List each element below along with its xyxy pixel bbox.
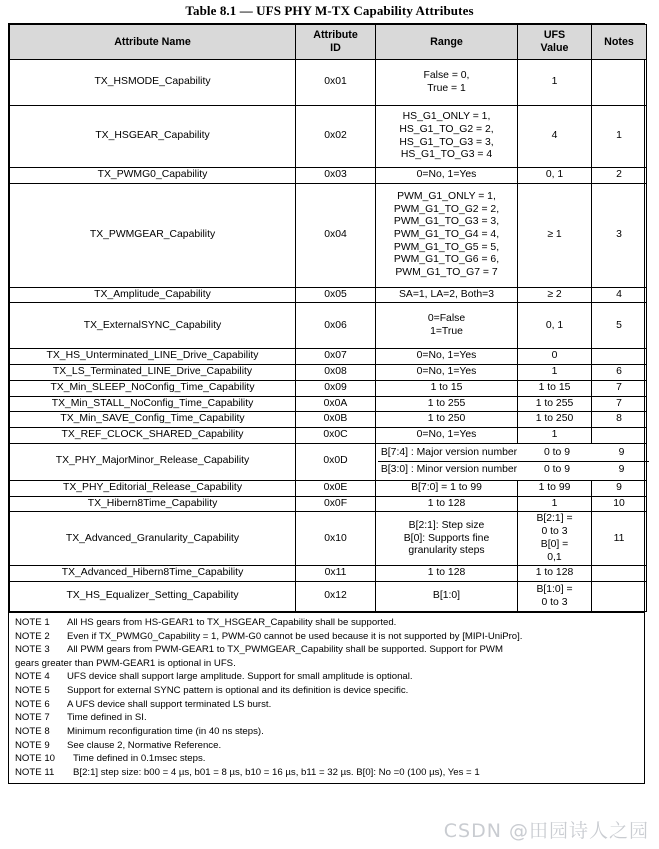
cell-attribute-name: TX_HS_Equalizer_Setting_Capability	[10, 582, 296, 612]
cell-range: 0=No, 1=Yes	[376, 365, 518, 381]
cell-attribute-name: TX_Advanced_Hibern8Time_Capability	[10, 566, 296, 582]
cell-attribute-id: 0x10	[296, 512, 376, 566]
column-header-attribute-id	[296, 25, 376, 60]
ufs-value-line2: Value	[540, 42, 569, 55]
note-label: NOTE 3	[15, 644, 50, 656]
split-subtable	[378, 445, 649, 479]
cell-attribute-id: 0x07	[296, 349, 376, 365]
cell-attribute-id: 0x0E	[296, 480, 376, 496]
cell-range: B[1:0]	[376, 582, 518, 612]
cell-ufs-value: 0 to 9	[544, 464, 570, 476]
cell-note: 11	[592, 512, 647, 566]
note-line	[15, 684, 640, 698]
table-row	[10, 412, 647, 428]
note-label: NOTE 11	[15, 766, 55, 778]
cell-ufs-value: 4	[518, 106, 592, 168]
cell-attribute-name: TX_PHY_MajorMinor_Release_Capability	[10, 443, 296, 480]
note-text: Minimum reconfiguration time (in 40 ns steps).	[67, 725, 264, 737]
cell-attribute-id: 0x0B	[296, 412, 376, 428]
cell-attribute-name: TX_ExternalSYNC_Capability	[10, 303, 296, 349]
cell-attribute-name: TX_Advanced_Granularity_Capability	[10, 512, 296, 566]
notes-block	[8, 613, 645, 784]
table-row	[10, 496, 647, 512]
cell-ufs-value: 0	[518, 349, 592, 365]
cell-attribute-name: TX_PWMG0_Capability	[10, 168, 296, 184]
cell-attribute-name: TX_Min_SLEEP_NoConfig_Time_Capability	[10, 380, 296, 396]
table-row	[10, 365, 647, 381]
cell-ufs-value: 1	[518, 427, 592, 443]
table-row	[10, 443, 647, 480]
cell-ufs-value: 0, 1	[518, 168, 592, 184]
note-label: NOTE 4	[15, 671, 50, 683]
note-line	[15, 725, 640, 739]
cell-attribute-id: 0x01	[296, 60, 376, 106]
cell-range: False = 0, True = 1	[376, 60, 518, 106]
cell-attribute-id: 0x08	[296, 365, 376, 381]
note-line	[15, 643, 640, 657]
note-text: UFS device shall support large amplitude. Support for small amplitude is optional.	[67, 671, 413, 683]
cell-attribute-name: TX_Hibern8Time_Capability	[10, 496, 296, 512]
cell-attribute-name: TX_Min_SAVE_Config_Time_Capability	[10, 412, 296, 428]
cell-range: 0=No, 1=Yes	[376, 427, 518, 443]
attribute-id-line1: Attribute	[313, 29, 358, 41]
cell-attribute-id: 0x11	[296, 566, 376, 582]
cell-note: 7	[592, 396, 647, 412]
cell-range: B[7:0] = 1 to 99	[376, 480, 518, 496]
cell-note: 4	[592, 287, 647, 303]
cell-attribute-name: TX_REF_CLOCK_SHARED_Capability	[10, 427, 296, 443]
cell-note: 7	[592, 380, 647, 396]
cell-ufs-value: 1 to 250	[518, 412, 592, 428]
cell-attribute-name: TX_LS_Terminated_LINE_Drive_Capability	[10, 365, 296, 381]
note-label: NOTE 7	[15, 712, 50, 724]
note-text: All HS gears from HS-GEAR1 to TX_HSGEAR_Capability shall be supported.	[67, 617, 397, 629]
cell-attribute-name: TX_Min_STALL_NoConfig_Time_Capability	[10, 396, 296, 412]
cell-attribute-id: 0x03	[296, 168, 376, 184]
cell-note	[592, 60, 647, 106]
split-subrow	[378, 462, 649, 479]
cell-range: HS_G1_ONLY = 1, HS_G1_TO_G2 = 2, HS_G1_TO_G3 = 3, HS_G1_TO_G3 = 4	[376, 106, 518, 168]
cell-range: 0=No, 1=Yes	[376, 168, 518, 184]
note-line	[15, 739, 640, 753]
table-row	[10, 566, 647, 582]
cell-attribute-id: 0x0C	[296, 427, 376, 443]
note-label: NOTE 2	[15, 630, 50, 642]
capability-table-wrapper	[8, 23, 645, 613]
cell-attribute-name: TX_PHY_Editorial_Release_Capability	[10, 480, 296, 496]
table-row	[10, 349, 647, 365]
cell-ufs-value: B[2:1] = 0 to 3 B[0] = 0,1	[518, 512, 592, 566]
cell-note: 6	[592, 365, 647, 381]
cell-note	[592, 582, 647, 612]
table-row	[10, 582, 647, 612]
table-row	[10, 427, 647, 443]
cell-range: 1 to 255	[376, 396, 518, 412]
table-header-row	[10, 25, 647, 60]
note-text: All PWM gears from PWM-GEAR1 to TX_PWMGEAR_Capability shall be supported. Support for PWM	[67, 644, 503, 656]
cell-ufs-value: 1 to 128	[518, 566, 592, 582]
note-text: Even if TX_PWMG0_Capability = 1, PWM-G0 cannot be used because it is not supported by [MIPI-UniPro].	[67, 630, 523, 642]
note-text: B[2:1] step size: b00 = 4 µs, b01 = 8 µs, b10 = 16 µs, b11 = 32 µs. B[0]: No =0 (100 µs), Yes = 1	[73, 766, 480, 778]
cell-range: 0=No, 1=Yes	[376, 349, 518, 365]
cell-ufs-value: 1 to 15	[518, 380, 592, 396]
cell-ufs-value: ≥ 2	[518, 287, 592, 303]
cell-note	[592, 427, 647, 443]
note-label: NOTE 9	[15, 739, 50, 751]
cell-ufs-value: 1 to 255	[518, 396, 592, 412]
note-text: A UFS device shall support terminated LS burst.	[67, 698, 272, 710]
cell-attribute-id: 0x04	[296, 183, 376, 287]
cell-split-group	[376, 443, 647, 480]
cell-range: 0=False 1=True	[376, 303, 518, 349]
split-subrow	[378, 445, 649, 462]
note-label: NOTE 5	[15, 685, 50, 697]
cell-note	[592, 349, 647, 365]
cell-note: 9	[618, 464, 625, 476]
table-row	[10, 396, 647, 412]
note-label: NOTE 6	[15, 698, 50, 710]
cell-note: 9	[592, 480, 647, 496]
column-header-ufs-value	[518, 25, 592, 60]
table-row	[10, 380, 647, 396]
page-title: Table 8.1 — UFS PHY M-TX Capability Attributes	[185, 3, 474, 18]
cell-attribute-name: TX_HSMODE_Capability	[10, 60, 296, 106]
note-line	[15, 752, 640, 766]
cell-note: 8	[592, 412, 647, 428]
cell-attribute-id: 0x06	[296, 303, 376, 349]
cell-attribute-name: TX_Amplitude_Capability	[10, 287, 296, 303]
note-text: Time defined in 0.1msec steps.	[73, 753, 206, 765]
table-row	[10, 303, 647, 349]
table-row	[10, 512, 647, 566]
column-header-range: Range	[376, 25, 518, 60]
cell-ufs-value: 0 to 9	[520, 445, 594, 462]
cell-range: 1 to 250	[376, 412, 518, 428]
note-line	[15, 711, 640, 725]
table-row	[10, 480, 647, 496]
cell-attribute-id: 0x12	[296, 582, 376, 612]
table-row	[10, 106, 647, 168]
note-label: NOTE 10	[15, 753, 55, 765]
cell-note: 10	[592, 496, 647, 512]
cell-ufs-value: ≥ 1	[518, 183, 592, 287]
cell-range: 1 to 128	[376, 566, 518, 582]
cell-attribute-id: 0x0A	[296, 396, 376, 412]
cell-attribute-id: 0x02	[296, 106, 376, 168]
cell-ufs-value: 1 to 99	[518, 480, 592, 496]
note-line	[15, 766, 640, 780]
ufs-value-line1: UFS	[543, 29, 566, 41]
cell-note: 9	[594, 445, 649, 462]
cell-range: B[7:4] : Major version number	[378, 445, 520, 462]
cell-note: 3	[592, 183, 647, 287]
table-row	[10, 183, 647, 287]
cell-attribute-id: 0x05	[296, 287, 376, 303]
note-label: NOTE 1	[15, 617, 50, 629]
note-text: Time defined in SI.	[67, 712, 147, 724]
column-header-notes: Notes	[592, 25, 647, 60]
note-label: NOTE 8	[15, 725, 50, 737]
cell-range: B[3:0] : Minor version number	[380, 464, 518, 476]
note-line	[15, 630, 640, 644]
watermark: CSDN @田园诗人之园	[443, 820, 649, 842]
note-text: See clause 2, Normative Reference.	[67, 739, 222, 751]
cell-attribute-name: TX_HS_Unterminated_LINE_Drive_Capability	[10, 349, 296, 365]
note-text: Support for external SYNC pattern is optional and its definition is device specific.	[67, 685, 409, 697]
capability-table	[9, 24, 647, 612]
table-row	[10, 168, 647, 184]
cell-note: 1	[592, 106, 647, 168]
cell-ufs-value: 1	[518, 60, 592, 106]
cell-note: 5	[592, 303, 647, 349]
column-header-attribute-name: Attribute Name	[10, 25, 296, 60]
cell-range: B[2:1]: Step size B[0]: Supports fine granularity steps	[376, 512, 518, 566]
note-line	[15, 670, 640, 684]
note-line	[15, 698, 640, 712]
cell-range: 1 to 15	[376, 380, 518, 396]
cell-range: 1 to 128	[376, 496, 518, 512]
attribute-id-line2: ID	[330, 42, 341, 55]
note-line	[15, 616, 640, 630]
cell-attribute-id: 0x0F	[296, 496, 376, 512]
cell-note	[592, 566, 647, 582]
table-row	[10, 287, 647, 303]
cell-ufs-value: 1	[518, 496, 592, 512]
cell-attribute-name: TX_HSGEAR_Capability	[10, 106, 296, 168]
note-continuation: gears greater than PWM-GEAR1 is optional in UFS.	[15, 657, 236, 669]
cell-ufs-value: 1	[518, 365, 592, 381]
cell-note: 2	[592, 168, 647, 184]
table-row	[10, 60, 647, 106]
cell-range: SA=1, LA=2, Both=3	[376, 287, 518, 303]
capability-table-body	[10, 60, 647, 612]
cell-ufs-value: B[1:0] = 0 to 3	[518, 582, 592, 612]
cell-attribute-id: 0x09	[296, 380, 376, 396]
cell-ufs-value: 0, 1	[518, 303, 592, 349]
cell-attribute-name: TX_PWMGEAR_Capability	[10, 183, 296, 287]
cell-attribute-id: 0x0D	[296, 443, 376, 480]
cell-range: PWM_G1_ONLY = 1, PWM_G1_TO_G2 = 2, PWM_G1_TO_G3 = 3, PWM_G1_TO_G4 = 4, PWM_G1_TO_G5 = 5, PWM_G1_TO_G6 = 6, PWM_G1_TO_G7 = 7	[376, 183, 518, 287]
